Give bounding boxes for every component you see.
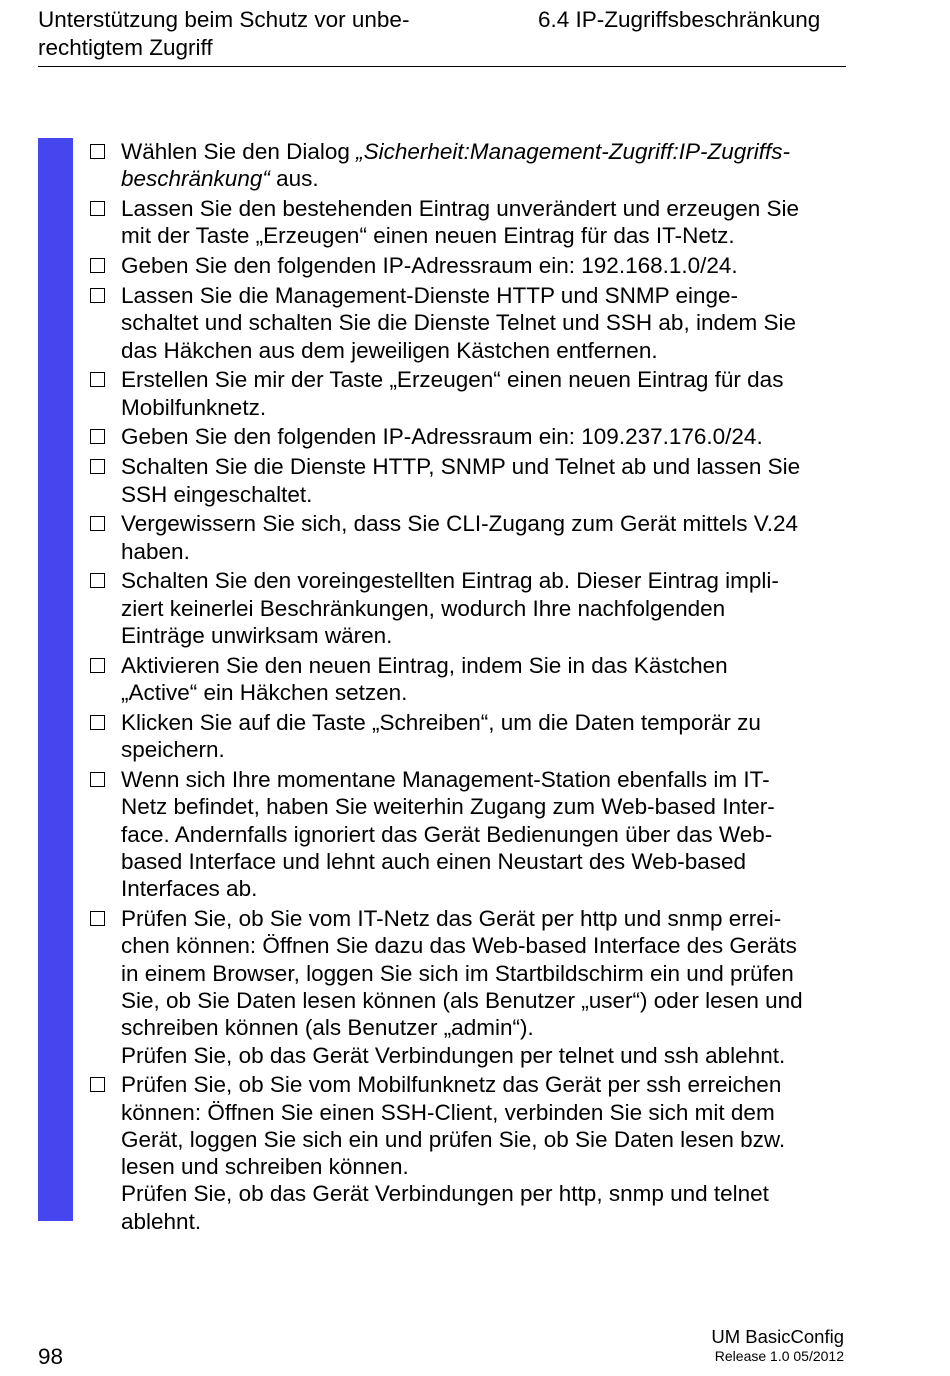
dialog-path-text: „Sicherheit:Management-Zugriff:IP-Zugriffs- (356, 139, 791, 164)
step-text-line (121, 165, 858, 192)
step-text: Sie, ob Sie Daten lesen können (als Benutzer „user“) oder lesen und (121, 987, 803, 1013)
step-text: Klicken Sie auf die Taste „Schreiben“, um die Daten temporär zu (121, 709, 761, 735)
footer-document-info (711, 1326, 844, 1365)
step-text-line (121, 309, 858, 336)
instruction-step (88, 567, 858, 649)
step-text: face. Andernfalls ignoriert das Gerät Bedienungen über das Web- (121, 821, 773, 847)
step-text-line (121, 1180, 858, 1207)
step-text-line (121, 1014, 858, 1041)
checkbox-bullet-icon (90, 911, 105, 926)
step-text: ablehnt. (121, 1208, 202, 1234)
page-number: 98 (38, 1344, 64, 1369)
step-text: Wenn sich Ihre momentane Management-Station ebenfalls im IT- (121, 767, 770, 793)
step-text: Schalten Sie die Dienste HTTP, SNMP und Telnet ab und lassen Sie (121, 454, 801, 480)
checkbox-bullet-icon (90, 429, 105, 444)
step-text: ziert keinerlei Beschränkungen, wodurch Ihre nachfolgenden (121, 595, 726, 621)
step-text: Einträge unwirksam wären. (121, 623, 393, 649)
checkbox-bullet-icon (90, 372, 105, 387)
checkbox-bullet-icon (90, 573, 105, 588)
step-text: SSH eingeschaltet. (121, 481, 313, 507)
step-text: Prüfen Sie, ob das Gerät Verbindungen per http, snmp und telnet (121, 1181, 769, 1207)
step-text-line (121, 960, 858, 987)
step-text-line (121, 195, 858, 222)
step-text-line (121, 1208, 858, 1235)
instruction-step (88, 138, 858, 193)
checkbox-bullet-icon (90, 715, 105, 730)
step-text-line (121, 510, 858, 537)
step-text-line (121, 453, 858, 480)
step-text-line (121, 337, 858, 364)
step-text: Lassen Sie den bestehenden Eintrag unverändert und erzeugen Sie (121, 196, 799, 222)
step-text-line (121, 932, 858, 959)
header-divider (38, 66, 846, 67)
step-text-line (121, 595, 858, 622)
step-text-line (121, 736, 858, 763)
step-text: mit der Taste „Erzeugen“ einen neuen Eintrag für das IT-Netz. (121, 223, 735, 249)
checkbox-bullet-icon (90, 658, 105, 673)
step-text-line (121, 423, 858, 450)
header-chapter-line: Unterstützung beim Schutz vor unbe- (38, 7, 410, 32)
step-text-line (121, 252, 858, 279)
step-text: lesen und schreiben können. (121, 1154, 409, 1180)
running-header-chapter (38, 6, 468, 62)
step-text-line (121, 875, 858, 902)
checkbox-bullet-icon (90, 459, 105, 474)
step-text-line (121, 766, 858, 793)
step-text: Prüfen Sie, ob Sie vom Mobilfunknetz das Gerät per ssh erreichen (121, 1072, 782, 1098)
step-text: speichern. (121, 737, 225, 763)
checkbox-bullet-icon (90, 144, 105, 159)
instruction-accent-bar (38, 138, 73, 1221)
step-text: haben. (121, 538, 190, 564)
step-text-line (121, 1099, 858, 1126)
checkbox-bullet-icon (90, 1077, 105, 1092)
instruction-step (88, 423, 858, 450)
checkbox-bullet-icon (90, 201, 105, 216)
step-text: Geben Sie den folgenden IP-Adressraum ein: 192.168.1.0/24. (121, 253, 738, 279)
step-text-line (121, 394, 858, 421)
instruction-step (88, 282, 858, 364)
dialog-path-text: beschränkung“ (121, 166, 270, 192)
step-text: Prüfen Sie, ob das Gerät Verbindungen per telnet und ssh ablehnt. (121, 1042, 786, 1068)
step-text: das Häkchen aus dem jeweiligen Kästchen entfernen. (121, 337, 658, 363)
step-text: chen können: Öffnen Sie dazu das Web-based Interface des Geräts (121, 933, 797, 959)
checkbox-bullet-icon (90, 288, 105, 303)
checkbox-bullet-icon (90, 772, 105, 787)
step-text-line (121, 821, 858, 848)
instruction-step-list (88, 138, 858, 1238)
step-text-line (121, 679, 858, 706)
step-text: schreiben können (als Benutzer „admin“). (121, 1015, 534, 1041)
step-text-line (121, 1071, 858, 1098)
step-text: Aktivieren Sie den neuen Eintrag, indem Sie in das Kästchen (121, 652, 728, 678)
step-text: schaltet und schalten Sie die Dienste Telnet und SSH ab, indem Sie (121, 310, 796, 336)
step-text: „Active“ ein Häkchen setzen. (121, 680, 408, 706)
step-text: aus. (269, 166, 319, 192)
instruction-step (88, 252, 858, 279)
checkbox-bullet-icon (90, 258, 105, 273)
footer-manual-title: UM BasicConfig (711, 1326, 844, 1347)
step-text: Erstellen Sie mir der Taste „Erzeugen“ einen neuen Eintrag für das (121, 367, 784, 393)
step-text-line (121, 652, 858, 679)
instruction-step (88, 1071, 858, 1235)
step-text-line (121, 1042, 858, 1069)
instruction-step (88, 652, 858, 707)
footer-release-info: Release 1.0 05/2012 (714, 1348, 844, 1364)
step-text: Prüfen Sie, ob Sie vom IT-Netz das Gerät per http und snmp errei- (121, 906, 782, 932)
instruction-step (88, 453, 858, 508)
step-text-line (121, 1153, 858, 1180)
step-text: Schalten Sie den voreingestellten Eintrag ab. Dieser Eintrag impli- (121, 568, 779, 594)
step-text-line (121, 987, 858, 1014)
step-text: Vergewissern Sie sich, dass Sie CLI-Zugang zum Gerät mittels V.24 (121, 511, 798, 537)
step-text: Gerät, loggen Sie sich ein und prüfen Sie, ob Sie Daten lesen bzw. (121, 1126, 786, 1152)
step-text: Netz befindet, haben Sie weiterhin Zugang zum Web-based Inter- (121, 794, 775, 820)
step-text-line (121, 1126, 858, 1153)
step-text-line (121, 793, 858, 820)
step-text-line (121, 709, 858, 736)
instruction-step (88, 366, 858, 421)
step-text-line (121, 905, 858, 932)
step-text: Mobilfunknetz. (121, 394, 267, 420)
step-text-line (121, 222, 858, 249)
instruction-step (88, 905, 858, 1069)
step-text: Lassen Sie die Management-Dienste HTTP und SNMP einge- (121, 282, 738, 308)
step-text: können: Öffnen Sie einen SSH-Client, verbinden Sie sich mit dem (121, 1099, 775, 1125)
step-text-line (121, 481, 858, 508)
checkbox-bullet-icon (90, 516, 105, 531)
step-text-line (121, 848, 858, 875)
instruction-step (88, 766, 858, 902)
header-chapter-line: rechtigtem Zugriff (38, 35, 213, 60)
step-text: Interfaces ab. (121, 876, 258, 902)
instruction-step (88, 510, 858, 565)
step-text-line (121, 538, 858, 565)
step-text-line (121, 622, 858, 649)
step-text-line (121, 366, 858, 393)
step-text-line (121, 138, 858, 165)
step-text-line (121, 282, 858, 309)
step-text: based Interface und lehnt auch einen Neustart des Web-based (121, 848, 747, 874)
step-text-line (121, 567, 858, 594)
step-text: Wählen Sie den Dialog (121, 139, 357, 164)
instruction-step (88, 709, 858, 764)
step-text: Geben Sie den folgenden IP-Adressraum ein: 109.237.176.0/24. (121, 424, 763, 450)
step-text: in einem Browser, loggen Sie sich im Startbildschirm ein und prüfen (121, 960, 794, 986)
instruction-step (88, 195, 858, 250)
running-header-section: 6.4 IP-Zugriffsbeschränkung (538, 7, 821, 32)
